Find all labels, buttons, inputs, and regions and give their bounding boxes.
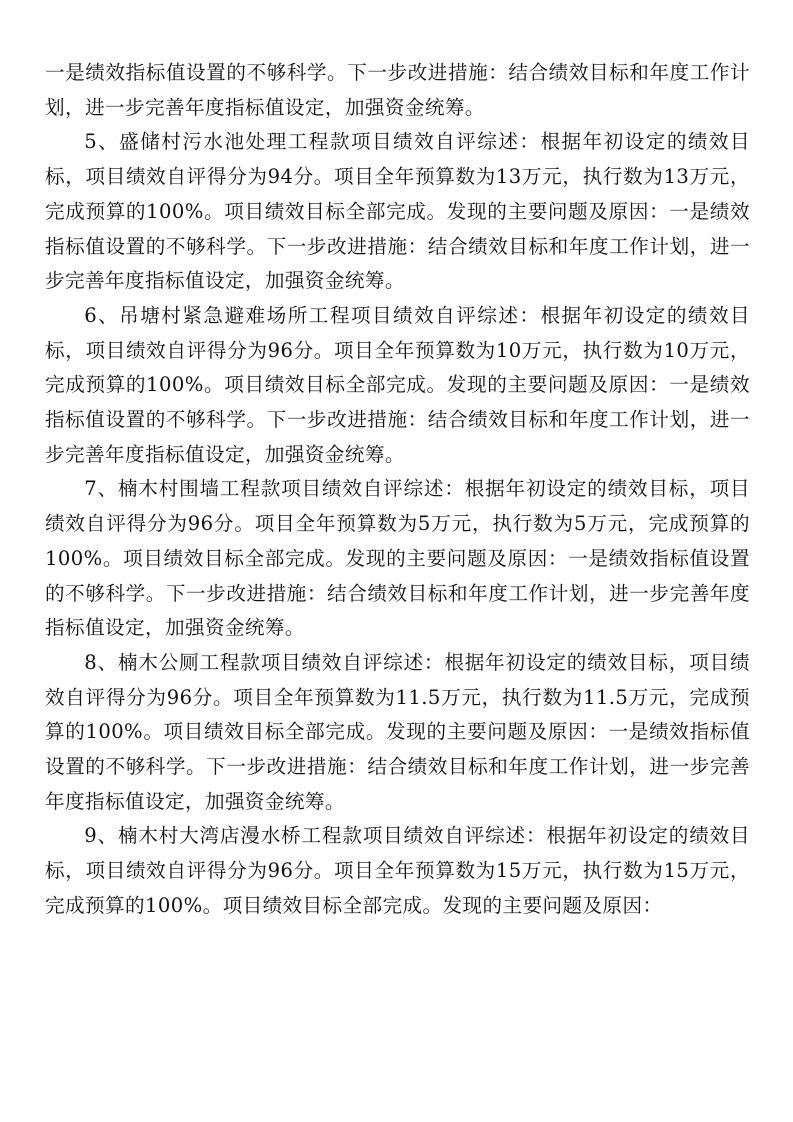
paragraph-continuation: 一是绩效指标值设置的不够科学。下一步改进措施：结合绩效目标和年度工作计划，进一步完善年度指标值设定，加强资金统筹。 bbox=[45, 61, 750, 119]
paragraph-item-6: 6、吊塘村紧急避难场所工程项目绩效自评综述：根据年初设定的绩效目标，项目绩效自评得分为96分。项目全年预算数为10万元，执行数为10万元，完成预算的100%。项目绩效目标全部完成。发现的主要问题及原因：一是绩效指标值设置的不够科学。下一步改进措施：结合绩效目标和年度工作计划，进一步完善年度指标值设定，加强资金统筹。 bbox=[45, 303, 750, 466]
paragraph-item-8: 8、楠木公厕工程款项目绩效自评综述：根据年初设定的绩效目标，项目绩效自评得分为96分。项目全年预算数为11.5万元，执行数为11.5万元，完成预算的100%。项目绩效目标全部完成。发现的主要问题及原因：一是绩效指标值设置的不够科学。下一步改进措施：结合绩效目标和年度工作计划，进一步完善年度指标值设定，加强资金统筹。 bbox=[45, 650, 750, 813]
document-page bbox=[45, 56, 750, 924]
paragraph-item-5: 5、盛储村污水池处理工程款项目绩效自评综述：根据年初设定的绩效目标，项目绩效自评得分为94分。项目全年预算数为13万元，执行数为13万元，完成预算的100%。项目绩效目标全部完成。发现的主要问题及原因：一是绩效指标值设置的不够科学。下一步改进措施：结合绩效目标和年度工作计划，进一步完善年度指标值设定，加强资金统筹。 bbox=[45, 130, 750, 293]
paragraph-item-9: 9、楠木村大湾店漫水桥工程款项目绩效自评综述：根据年初设定的绩效目标，项目绩效自评得分为96分。项目全年预算数为15万元，执行数为15万元，完成预算的100%。项目绩效目标全部完成。发现的主要问题及原因： bbox=[45, 824, 750, 917]
paragraph-item-7: 7、楠木村围墙工程款项目绩效自评综述：根据年初设定的绩效目标，项目绩效自评得分为96分。项目全年预算数为5万元，执行数为5万元，完成预算的100%。项目绩效目标全部完成。发现的主要问题及原因：一是绩效指标值设置的不够科学。下一步改进措施：结合绩效目标和年度工作计划，进一步完善年度指标值设定，加强资金统筹。 bbox=[45, 477, 750, 640]
